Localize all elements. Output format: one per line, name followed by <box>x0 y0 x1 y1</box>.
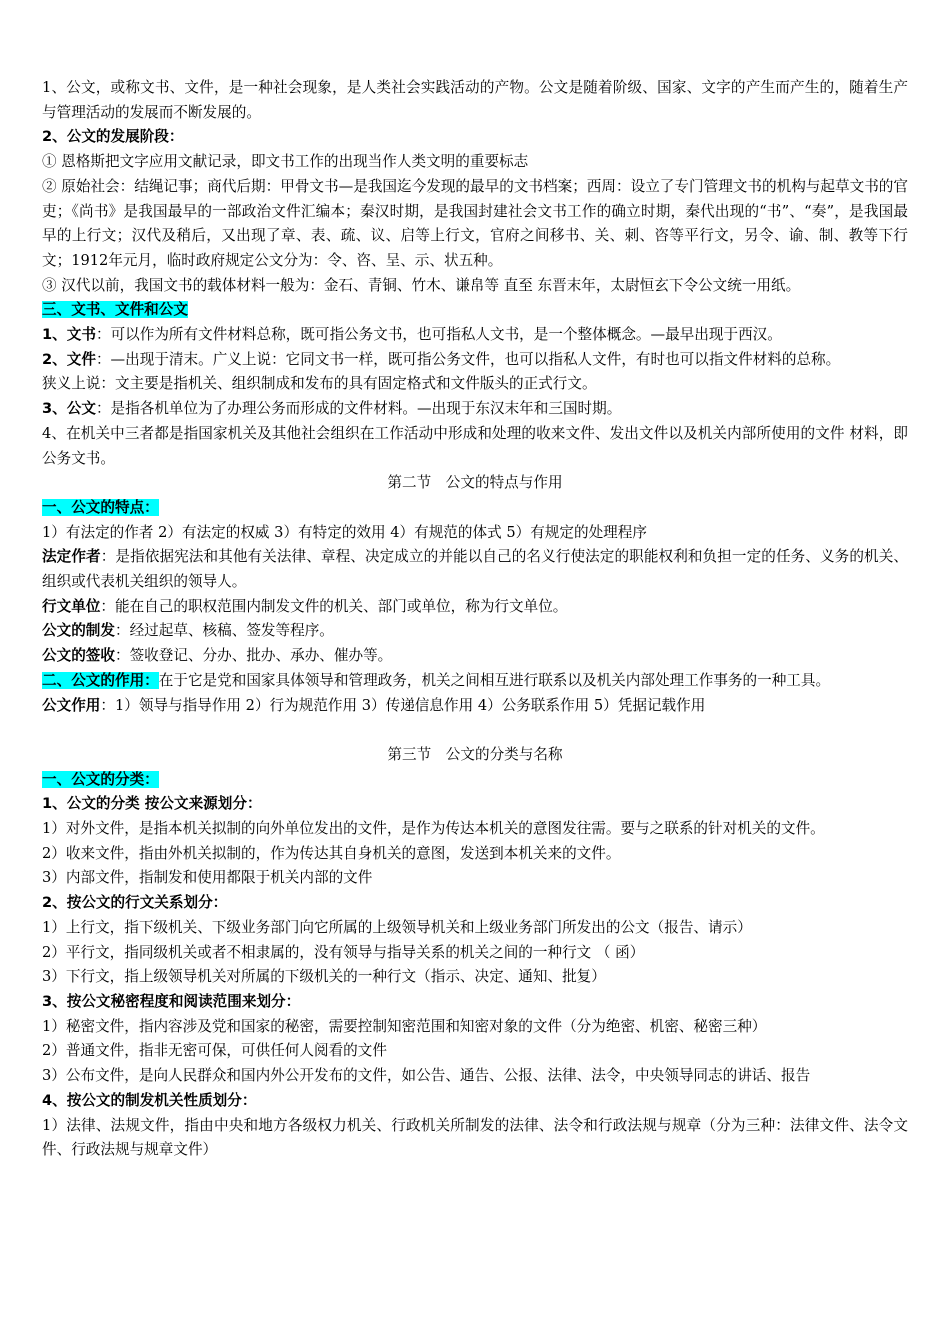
heading-features-wrap <box>42 496 908 521</box>
paragraph-receipt <box>42 644 908 669</box>
term-text: ：—出现于清末。广义上说：它同文书一样，既可指公务文件，也可以指私人文件，有时也可以指文件材料的总称。 <box>95 350 841 368</box>
paragraph-legal-author <box>42 545 908 594</box>
list-item: 2）收来文件，指由外机关拟制的，作为传达其自身机关的意图，发送到本机关来的文件。 <box>42 844 621 862</box>
spacer <box>42 718 908 743</box>
term-text: ：是指依据宪法和其他有关法律、章程、决定成立的并能以自己的名义行使法定的职能权利和负担一定的任务、义务的机关、组织或代表机关组织的领导人。 <box>42 548 908 591</box>
term-label: 2、文件 <box>42 350 96 368</box>
paragraph-role-list <box>42 694 908 719</box>
list-item: 2）平行文，指同级机关或者不相隶属的，没有领导与指导关系的机关之间的一种行文 （ 函） <box>42 943 645 961</box>
term-text: ：1）领导与指导作用 2）行为规范作用 3）传递信息作用 4）公务联系作用 5）凭据记载作用 <box>100 696 706 714</box>
heading-classification: 一、公文的分类： <box>42 770 159 788</box>
list-item: 1）上行文，指下级机关、下级业务部门向它所属的上级领导机关和上级业务部门所发出的公文（报告、请示） <box>42 918 752 936</box>
list-item: 3）下行文，指上级领导机关对所属的下级机关的一种行文（指示、决定、通知、批复） <box>42 968 606 986</box>
list-item: 1）对外文件，是指本机关拟制的向外单位发出的文件，是作为传达本机关的意图发往需。要与之联系的针对机关的文件。 <box>42 820 825 838</box>
heading-development-stages: 2、公文的发展阶段： <box>42 128 184 146</box>
term-text: ：经过起草、核稿、签发等程序。 <box>114 622 334 640</box>
term-text: ：能在自己的职权范围内制发文件的机关、部门或单位，称为行文单位。 <box>100 597 568 615</box>
heading-section-3: 三、文书、文件和公文 <box>42 301 188 319</box>
paragraph-stage-3: ③ 汉代以前，我国文书的载体材料一般为：金石、青铜、竹木、谦帛等 直至 东晋末年，太尉恒玄下令公文统一用纸。 <box>42 276 801 294</box>
term-label: 3、公文 <box>42 400 96 418</box>
list-item: 3）公布文件，是向人民群众和国内外公开发布的文件，如公告、通告、公报、法律、法令，中央领导同志的讲话、报告 <box>42 1067 811 1085</box>
paragraph-three-terms: 4、在机关中三者都是指国家机关及其他社会组织在工作活动中形成和处理的收来文件、发出文件以及机关内部所使用的文件 材料，即公务文书。 <box>42 424 908 467</box>
heading-by-source: 1、公文的分类 按公文来源划分： <box>42 795 262 813</box>
paragraph-gongwen <box>42 397 908 422</box>
paragraph-stage-1: ① 恩格斯把文字应用文献记录，即文书工作的出现当作人类文明的重要标志 <box>42 153 529 171</box>
section-3-title: 第三节 公文的分类与名称 <box>387 745 563 763</box>
paragraph-wenjian <box>42 348 908 373</box>
section-2-title: 第二节 公文的特点与作用 <box>387 474 563 492</box>
list-item: 1）法律、法规文件，指由中央和地方各级权力机关、行政机关所制发的法律、法令和行政法规与规章（分为三种：法律文件、法令文件、行政法规与规章文件） <box>42 1116 908 1159</box>
term-label: 公文作用 <box>42 696 101 714</box>
heading-by-secrecy: 3、按公文秘密程度和阅读范围来划分： <box>42 993 301 1010</box>
heading-features: 一、公文的特点： <box>42 498 159 516</box>
role-text: 在于它是党和国家具体领导和管理政务，机关之间相互进行联系以及机关内部处理工作事务的一种工具。 <box>158 671 831 689</box>
paragraph-1: 1、公文，或称文书、文件，是一种社会现象，是人类社会实践活动的产物。公文是随着阶级、国家、文字的产生而产生的，随着生产与管理活动的发展而不断发展的。 <box>42 79 908 121</box>
heading-by-issuer: 4、按公文的制发机关性质划分： <box>42 1091 257 1109</box>
paragraph-narrow-sense: 狭义上说：文主要是指机关、组织制成和发布的具有固定格式和文件版头的正式行文。 <box>42 375 597 393</box>
paragraph-stage-2: ② 原始社会：结绳记事；商代后期：甲骨文书—是我国迄今发现的最早的文书档案；西周：设立了专门管理文书的机构与起草文书的官吏；《尚书》是我国最早的一部政治文件汇编本；秦汉时期，是我国封建社会文书工作的确立时期，秦代出现的“书”、“奏”，是我国最早的上行文；汉代及稍后，又出现了章、表、疏、议、启等上行文，官府之间移书、关、刺、咨等平行文，另令、谕、制、教等下行文；1912年元月，临时政府规定公文分为：令、咨、呈、示、状五种。 <box>42 177 908 269</box>
heading-role: 二、公文的作用： <box>42 671 159 689</box>
paragraph-wenshu <box>42 323 908 348</box>
paragraph-issuing-unit <box>42 595 908 620</box>
list-item: 1）秘密文件，指内容涉及党和国家的秘密，需要控制知密范围和知密对象的文件（分为绝密、机密、秘密三种） <box>42 1017 767 1035</box>
term-label: 公文的制发 <box>42 622 115 640</box>
paragraph-features-list: 1）有法定的作者 2）有法定的权威 3）有特定的效用 4）有规范的体式 5）有规定的处理程序 <box>42 523 647 541</box>
term-label: 行文单位 <box>42 597 101 615</box>
term-label: 法定作者 <box>42 548 101 566</box>
heading-section-3-wrap <box>42 298 908 323</box>
document-page <box>42 76 908 1163</box>
heading-classification-wrap <box>42 768 908 793</box>
term-text: ：是指各机单位为了办理公务而形成的文件材料。—出现于东汉末年和三国时期。 <box>95 400 622 418</box>
term-label: 公文的签收 <box>42 647 115 665</box>
term-text: ：可以作为所有文件材料总称，既可指公务文书，也可指私人文书，是一个整体概念。—最早出现于西汉。 <box>95 326 782 344</box>
heading-by-relation: 2、按公文的行文关系划分： <box>42 894 228 912</box>
paragraph-role <box>42 669 908 694</box>
list-item: 3）内部文件，指制发和使用都限于机关内部的文件 <box>42 869 373 887</box>
term-text: ：签收登记、分办、批办、承办、催办等。 <box>114 647 393 665</box>
term-label: 1、文书 <box>42 326 96 344</box>
list-item: 2）普通文件，指非无密可保，可供任何人阅看的文件 <box>42 1042 387 1060</box>
paragraph-issuance <box>42 619 908 644</box>
